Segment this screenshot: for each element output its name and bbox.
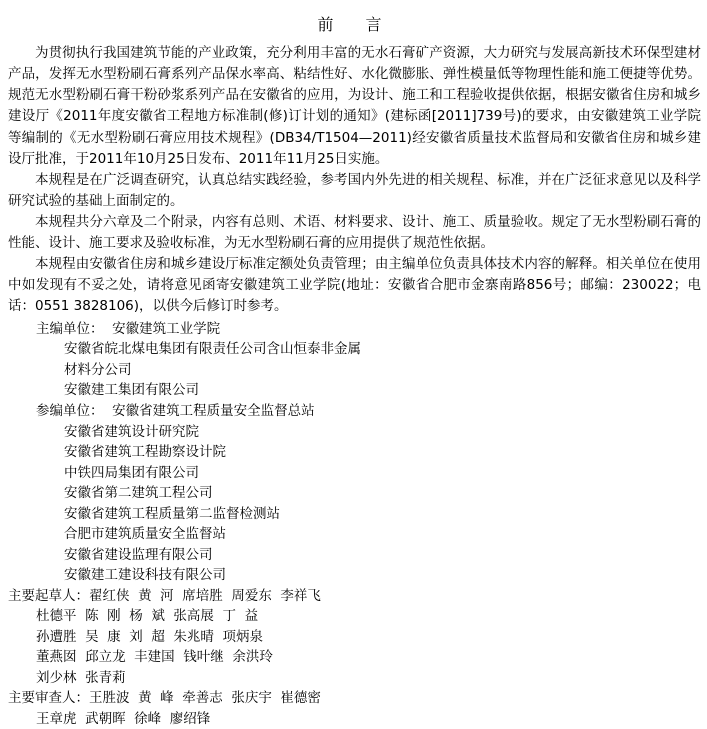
credit-line: 安徽省建筑工程勘察设计院 (64, 444, 226, 461)
document-page (0, 13, 707, 729)
credit-line: 安徽建工集团有限公司 (64, 382, 199, 399)
page-title: 前 言 (317, 15, 390, 34)
credit-line: 主编单位： 安徽建筑工业学院 (36, 320, 221, 337)
credit-line: 安徽省建筑工程质量第二监督检测站 (64, 505, 280, 522)
credit-line: 中铁四局集团有限公司 (64, 464, 199, 481)
credit-line: 参编单位： 安徽省建筑工程质量安全监督总站 (36, 402, 315, 419)
credit-line: 孙遭胜 吴 康 刘 超 朱兆晴 项炳泉 (36, 628, 263, 645)
credit-line: 刘少林 张青莉 (36, 669, 126, 686)
credit-line: 王章虎 武朝晖 徐峰 廖绍锋 (36, 710, 211, 727)
credit-line: 合肥市建筑质量安全监督站 (64, 526, 226, 543)
credit-line: 安徽建工建设科技有限公司 (64, 567, 226, 584)
credit-line: 安徽省建设监理有限公司 (64, 546, 213, 563)
paragraph-4: 本规程由安徽省住房和城乡建设厅标准定额处负责管理；由主编单位负责具体技术内容的解释。相关单位在使用中如发现有不妥之处，请将意见函寄安徽建筑工业学院(地址：安徽省合肥市金寨南路856号；邮编：230022；电话：0551 3828106)，以供今后修订时参考。 (8, 255, 701, 314)
credit-line: 董燕囡 邱立龙 丰建国 钱叶继 余洪玲 (36, 649, 273, 666)
paragraph-3: 本规程共分六章及二个附录，内容有总则、术语、材料要求、设计、施工、质量验收。规定了无水型粉刷石膏的性能、设计、施工要求及验收标准，为无水型粉刷石膏的应用提供了规范性依据。 (8, 213, 701, 251)
credits-block (8, 319, 701, 729)
document-body (0, 43, 707, 729)
credit-line: 主要审查人：王胜波 黄 峰 牵善志 张庆宇 崔德密 (8, 690, 321, 707)
credit-line: 安徽省建筑设计研究院 (64, 423, 199, 440)
credit-line: 杜德平 陈 刚 杨 斌 张高展 丁 益 (36, 608, 259, 625)
credit-line: 安徽省第二建筑工程公司 (64, 485, 213, 502)
credit-line: 安徽省皖北煤电集团有限责任公司含山恒泰非金属 (64, 341, 361, 358)
credit-line: 材料分公司 (64, 361, 132, 378)
paragraph-1: 为贯彻执行我国建筑节能的产业政策，充分利用丰富的无水石膏矿产资源，大力研究与发展高新技术环保型建材产品，发挥无水型粉刷石膏系列产品保水率高、粘结性好、水化微膨胀、弹性模量低等物理性能和施工便捷等优势。规范无水型粉刷石膏干粉砂浆系列产品在安徽省的应用，为设计、施工和工程验收提供依据，根据安徽省住房和城乡建设厅《2011年度安徽省工程地方标准制(修)订计划的通知》(建标函[2011]739号)的要求，由安徽建筑工业学院等编制的《无水型粉刷石膏应用技术规程》(DB34/T1504—2011)经安徽省质量技术监督局和安徽省住房和城乡建设厅批准，于2011年10月25日发布、2011年11月25日实施。 (8, 45, 701, 167)
credit-line: 主要起草人：翟红侠 黄 河 席培胜 周爱东 李祥飞 (8, 587, 321, 604)
paragraph-2: 本规程是在广泛调查研究，认真总结实践经验，参考国内外先进的相关规程、标准，并在广泛征求意见以及科学研究试验的基础上面制定的。 (8, 171, 701, 209)
